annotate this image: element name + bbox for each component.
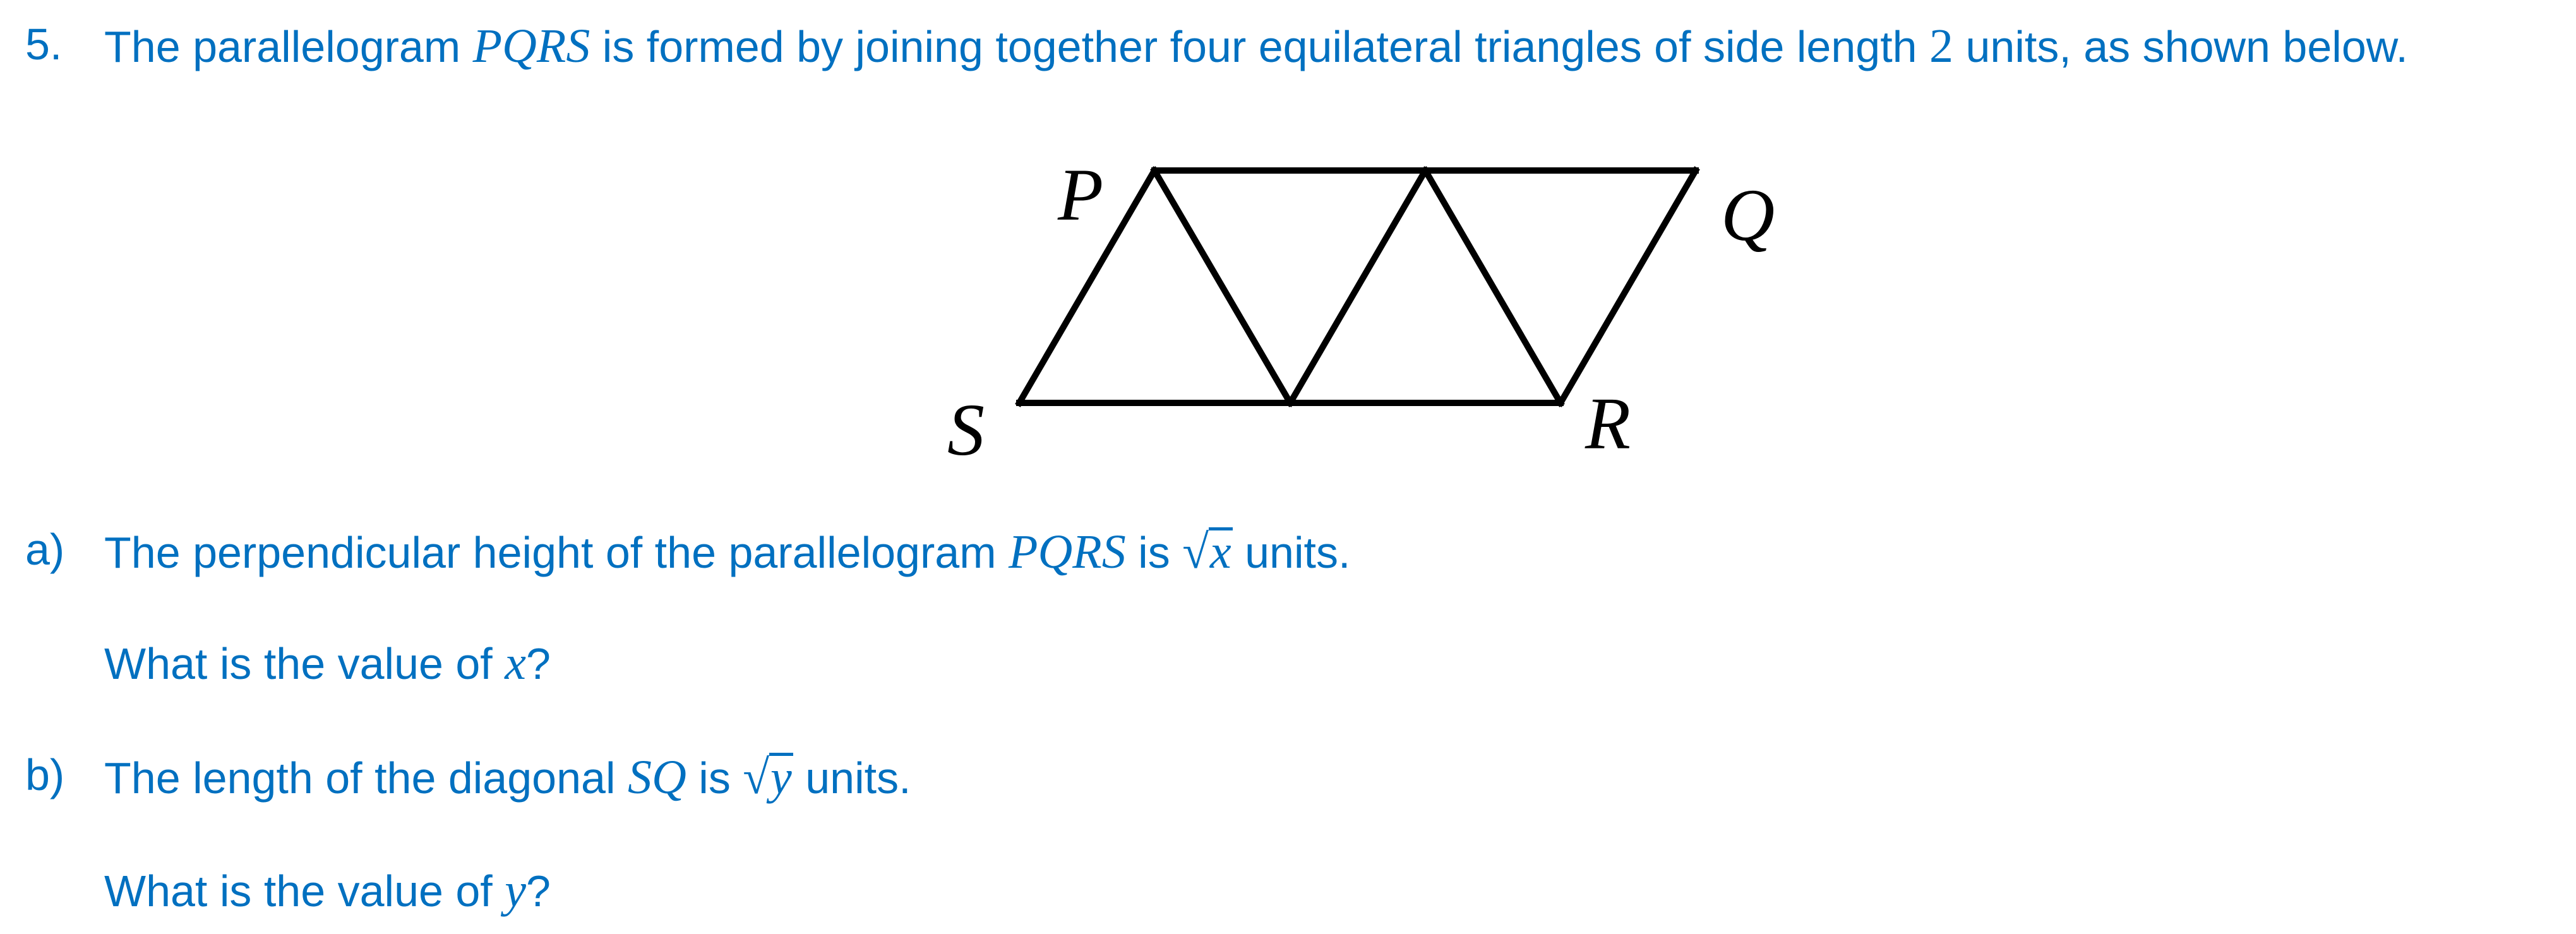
part-a-q-before: What is the value of (104, 639, 505, 688)
inner-edge-2 (1290, 171, 1425, 403)
vertex-label-r: R (1585, 382, 1631, 465)
radical-sign: √ (743, 751, 770, 804)
question-number: 5. (25, 20, 63, 69)
part-b-q-before: What is the value of (104, 866, 505, 916)
part-a-label: a) (25, 525, 65, 574)
vertex-label-q: Q (1721, 174, 1775, 256)
vertex-label-s: S (947, 388, 985, 471)
part-b-shape: SQ (627, 751, 686, 804)
part-a-middle: is (1125, 528, 1183, 577)
part-a-after: units. (1232, 528, 1351, 577)
part-a-question-text (104, 637, 551, 690)
intro-shape: PQRS (472, 20, 590, 73)
part-b-question-text (104, 864, 551, 917)
part-b-q-var: y (505, 864, 526, 917)
part-b-label: b) (25, 750, 65, 799)
part-b-q-after: ? (525, 866, 551, 916)
radicand-x: x (1209, 525, 1231, 578)
part-b-statement (104, 751, 911, 804)
part-b-middle: is (686, 753, 743, 803)
part-a-q-var: x (505, 637, 526, 690)
radical-sign: √ (1182, 525, 1209, 578)
part-a-q-after: ? (525, 639, 551, 688)
part-b-after: units. (793, 753, 911, 803)
intro-after: units, as shown below. (1953, 22, 2408, 71)
inner-edge-3 (1425, 171, 1561, 403)
sqrt-x (1182, 527, 1232, 576)
inner-edge-1 (1154, 171, 1290, 403)
vertex-label-p: P (1058, 153, 1104, 236)
part-a-shape: PQRS (1009, 525, 1126, 578)
radicand-y: y (770, 751, 792, 804)
part-a-before: The perpendicular height of the parallelogram (104, 528, 1009, 577)
edge-qr (1561, 171, 1696, 403)
part-b-before: The length of the diagonal (104, 753, 628, 803)
sqrt-y (743, 751, 793, 804)
intro-before: The parallelogram (104, 22, 473, 71)
intro-middle: is formed by joining together four equilateral triangles of side length (590, 22, 1930, 71)
part-a-statement (104, 527, 1350, 576)
intro-side: 2 (1929, 20, 1954, 73)
